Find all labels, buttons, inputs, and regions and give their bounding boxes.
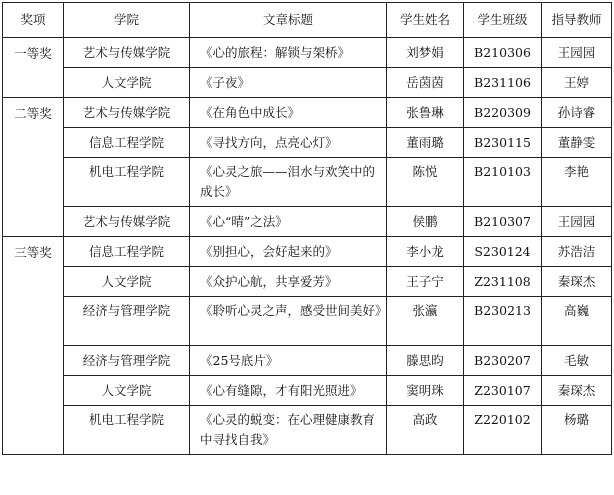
college-cell: 艺术与传媒学院 xyxy=(64,98,190,128)
header-award: 奖项 xyxy=(3,3,64,38)
title-cell: 《众护心航，共享爱芳》 xyxy=(190,267,387,297)
college-cell: 信息工程学院 xyxy=(64,237,190,267)
table-row xyxy=(3,207,612,237)
student-name-cell: 李小龙 xyxy=(387,237,464,267)
header-college: 学院 xyxy=(64,3,190,38)
teacher-cell: 王园园 xyxy=(542,207,612,237)
award-cell: 三等奖 xyxy=(3,237,64,455)
student-class-cell: Z220102 xyxy=(464,406,542,455)
table-row xyxy=(3,346,612,376)
student-name-cell: 侯鹏 xyxy=(387,207,464,237)
title-cell: 《寻找方向，点亮心灯》 xyxy=(190,128,387,158)
college-cell: 机电工程学院 xyxy=(64,158,190,207)
teacher-cell: 董静雯 xyxy=(542,128,612,158)
table-row xyxy=(3,376,612,406)
table-row xyxy=(3,128,612,158)
college-cell: 人文学院 xyxy=(64,376,190,406)
award-table xyxy=(2,2,612,455)
title-cell: 《心有缝隙，才有阳光照进》 xyxy=(190,376,387,406)
student-name-cell: 张鲁琳 xyxy=(387,98,464,128)
student-name-cell: 陈悦 xyxy=(387,158,464,207)
student-name-cell: 窦明珠 xyxy=(387,376,464,406)
student-name-cell: 董雨璐 xyxy=(387,128,464,158)
header-student-class: 学生班级 xyxy=(464,3,542,38)
teacher-cell: 高巍 xyxy=(542,297,612,346)
college-cell: 机电工程学院 xyxy=(64,406,190,455)
student-class-cell: B220309 xyxy=(464,98,542,128)
teacher-cell: 王婷 xyxy=(542,68,612,98)
student-class-cell: Z230107 xyxy=(464,376,542,406)
teacher-cell: 毛敏 xyxy=(542,346,612,376)
college-cell: 信息工程学院 xyxy=(64,128,190,158)
title-cell: 《心“晴”之法》 xyxy=(190,207,387,237)
title-cell: 《别担心，会好起来的》 xyxy=(190,237,387,267)
teacher-cell: 苏浩洁 xyxy=(542,237,612,267)
student-class-cell: B231106 xyxy=(464,68,542,98)
title-cell: 《心的旅程：解锁与架桥》 xyxy=(190,38,387,68)
table-row xyxy=(3,406,612,455)
college-cell: 经济与管理学院 xyxy=(64,297,190,346)
college-cell: 艺术与传媒学院 xyxy=(64,207,190,237)
college-cell: 人文学院 xyxy=(64,68,190,98)
title-cell: 《子夜》 xyxy=(190,68,387,98)
teacher-cell: 孙诗睿 xyxy=(542,98,612,128)
table-row xyxy=(3,98,612,128)
title-cell: 《25号底片》 xyxy=(190,346,387,376)
teacher-cell: 秦琛杰 xyxy=(542,376,612,406)
table-row xyxy=(3,237,612,267)
student-name-cell: 岳茵茵 xyxy=(387,68,464,98)
student-class-cell: S230124 xyxy=(464,237,542,267)
student-name-cell: 王子宁 xyxy=(387,267,464,297)
teacher-cell: 王园园 xyxy=(542,38,612,68)
college-cell: 艺术与传媒学院 xyxy=(64,38,190,68)
student-name-cell: 张瀛 xyxy=(387,297,464,346)
student-class-cell: Z231108 xyxy=(464,267,542,297)
award-cell: 二等奖 xyxy=(3,98,64,237)
student-name-cell: 滕思昀 xyxy=(387,346,464,376)
header-student-name: 学生姓名 xyxy=(387,3,464,38)
title-cell: 《在角色中成长》 xyxy=(190,98,387,128)
student-class-cell: B210307 xyxy=(464,207,542,237)
student-name-cell: 高政 xyxy=(387,406,464,455)
teacher-cell: 杨璐 xyxy=(542,406,612,455)
table-row xyxy=(3,68,612,98)
table-row xyxy=(3,38,612,68)
college-cell: 经济与管理学院 xyxy=(64,346,190,376)
teacher-cell: 李艳 xyxy=(542,158,612,207)
title-cell: 《聆听心灵之声，感受世间美好》 xyxy=(190,297,387,346)
college-cell: 人文学院 xyxy=(64,267,190,297)
student-class-cell: B230207 xyxy=(464,346,542,376)
student-class-cell: B210103 xyxy=(464,158,542,207)
student-class-cell: B210306 xyxy=(464,38,542,68)
table-row xyxy=(3,297,612,346)
header-title: 文章标题 xyxy=(190,3,387,38)
table-row xyxy=(3,267,612,297)
student-class-cell: B230115 xyxy=(464,128,542,158)
header-teacher: 指导教师 xyxy=(542,3,612,38)
title-cell: 《心灵之旅——泪水与欢笑中的成长》 xyxy=(190,158,387,207)
student-class-cell: B230213 xyxy=(464,297,542,346)
student-name-cell: 刘梦娟 xyxy=(387,38,464,68)
award-cell: 一等奖 xyxy=(3,38,64,98)
header-row xyxy=(3,3,612,38)
title-cell: 《心灵的蜕变：在心理健康教育中寻找自我》 xyxy=(190,406,387,455)
table-row xyxy=(3,158,612,207)
teacher-cell: 秦琛杰 xyxy=(542,267,612,297)
